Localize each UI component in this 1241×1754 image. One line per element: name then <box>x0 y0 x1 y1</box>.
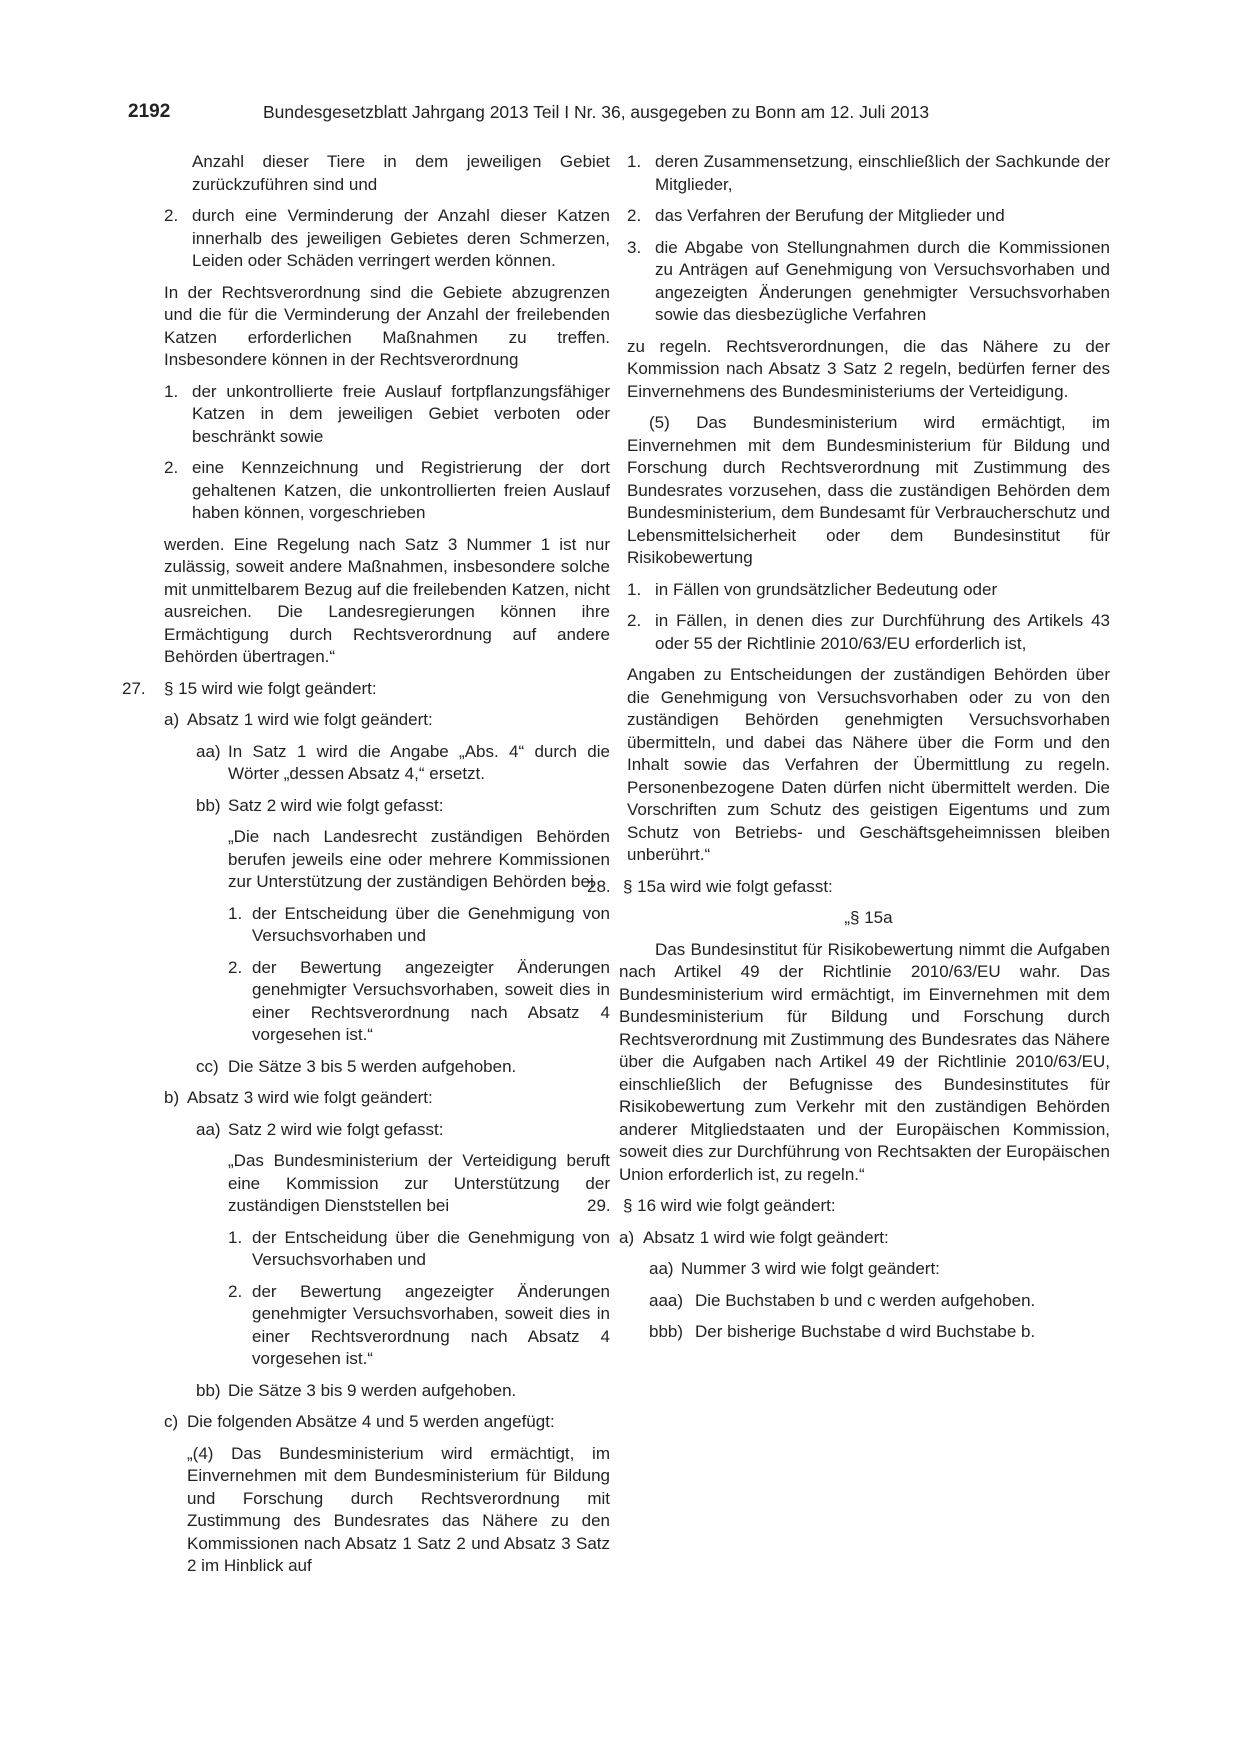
sub-item: aaa) Die Buchstaben b und c werden aufgehoben. <box>649 1290 1036 1310</box>
paragraph: Anzahl dieser Tiere in dem jeweiligen Gebiet zurückzuführen sind und <box>192 152 610 194</box>
list-item: 1. der Entscheidung über die Genehmigung von Versuchsvorhaben und <box>228 903 610 945</box>
sub-item: bb) Satz 2 wird wie folgt gefasst: <box>196 795 444 815</box>
sub-item: cc) Die Sätze 3 bis 5 werden aufgehoben. <box>196 1056 517 1076</box>
list-item: 2. in Fällen, in denen dies zur Durchführung des Artikels 43 oder 55 der Richtlinie 2010/63/EU erforderlich ist, <box>627 611 1110 653</box>
sub-item: bb) Die Sätze 3 bis 9 werden aufgehoben. <box>196 1380 517 1400</box>
sub-item: a) Absatz 1 wird wie folgt geändert: <box>164 710 433 729</box>
list-item: 2. das Verfahren der Berufung der Mitglieder und <box>627 206 1005 225</box>
list-item: 2. durch eine Verminderung der Anzahl dieser Katzen innerhalb des jeweiligen Gebietes deren Schmerzen, Leiden oder Schäden verringert werden können. <box>164 206 610 270</box>
sub-item: aa) Nummer 3 wird wie folgt geändert: <box>649 1259 940 1278</box>
sub-item: b) Absatz 3 wird wie folgt geändert: <box>164 1088 433 1107</box>
paragraph: Angaben zu Entscheidungen der zuständigen Behörden über die Genehmigung von Versuchsvorhaben oder zu von den zuständigen Behörden genehmigten Versuchsvorhaben übermitteln, und dabei das Nähere über die Form und den Inhalt sowie das Verfahren der Übermittlung zu regeln. Personenbezogene Daten dürfen nicht übermittelt werden. Die Vorschriften zum Schutz des geistigen Eigentums und zum Schutz von Betriebs- und Geschäftsgeheimnissen bleiben unberührt.“ <box>627 665 1110 864</box>
quote-paragraph: „Die nach Landesrecht zuständigen Behörden berufen jeweils eine oder mehrere Kommissionen zur Unterstützung der zuständigen Behörden bei <box>228 827 610 891</box>
section-heading: „§ 15a <box>844 908 893 927</box>
left-column <box>122 151 610 1587</box>
sub-item: a) Absatz 1 wird wie folgt geändert: <box>619 1227 889 1247</box>
paragraph: zu regeln. Rechtsverordnungen, die das Nähere zu der Kommission nach Absatz 3 Satz 2 regeln, bedürfen ferner des Einvernehmens des Bundesministeriums der Verteidigung. <box>627 336 1110 401</box>
list-item: 1. der unkontrollierte freie Auslauf fortpflanzungsfähiger Katzen in dem jeweiligen Gebiet verboten oder beschränkt sowie <box>164 381 610 446</box>
list-item: 2. der Bewertung angezeigter Änderungen genehmigter Versuchsvorhaben, soweit dies in einer Rechtsverordnung nach Absatz 4 vorgesehen ist.“ <box>228 957 610 1044</box>
amendment-item: 28. § 15a wird wie folgt gefasst: <box>587 876 833 896</box>
paragraph: In der Rechtsverordnung sind die Gebiete abzugrenzen und die für die Verminderung der Anzahl der freilebenden Katzen erforderlichen Maßnahmen zu treffen. Insbesondere können in der Rechtsverordnung <box>164 282 610 369</box>
paragraph: werden. Eine Regelung nach Satz 3 Nummer 1 ist nur zulässig, soweit andere Maßnahmen, insbesondere solche mit unmittelbarem Bezug auf die freilebenden Katzen, nicht ausreichen. Die Landesregierungen können ihre Ermächtigung durch Rechtsverordnung auf andere Behörden übertragen.“ <box>164 534 610 666</box>
list-item: 1. in Fällen von grundsätzlicher Bedeutung oder <box>627 579 998 599</box>
sub-item: aa) In Satz 1 wird die Angabe „Abs. 4“ durch die Wörter „dessen Absatz 4,“ ersetzt. <box>196 741 610 783</box>
gazette-header: Bundesgesetzblatt Jahrgang 2013 Teil I Nr. 36, ausgegeben zu Bonn am 12. Juli 2013 <box>263 102 930 122</box>
amendment-item: 29. § 16 wird wie folgt geändert: <box>587 1196 836 1215</box>
list-item: 3. die Abgabe von Stellungnahmen durch die Kommissionen zu Anträgen auf Genehmigung von Versuchsvorhaben und angezeigten Änderungen genehmigter Versuchsvorhaben sowie das diesbezügliche Verfahren <box>627 237 1110 324</box>
sub-item: aa) Satz 2 wird wie folgt gefasst: <box>196 1119 444 1139</box>
amendment-item: 27. § 15 wird wie folgt geändert: <box>122 678 377 698</box>
right-column <box>587 151 1110 1353</box>
quote-paragraph: „(4) Das Bundesministerium wird ermächtigt, im Einvernehmen mit dem Bundesministerium für Bildung und Forschung durch Rechtsverordnung mit Zustimmung des Bundesrates das Nähere zu den Kommissionen nach Absatz 1 Satz 2 und Absatz 3 Satz 2 im Hinblick auf <box>187 1443 610 1575</box>
page-number: 2192 <box>128 101 171 122</box>
list-item: 2. der Bewertung angezeigter Änderungen genehmigter Versuchsvorhaben, soweit dies in einer Rechtsverordnung nach Absatz 4 vorgesehen ist.“ <box>228 1281 610 1368</box>
quote-paragraph: „Das Bundesministerium der Verteidigung beruft eine Kommission zur Unterstützung der zuständigen Dienststellen bei <box>228 1151 610 1215</box>
list-item: 1. deren Zusammensetzung, einschließlich der Sachkunde der Mitglieder, <box>627 152 1110 194</box>
paragraph: Das Bundesinstitut für Risikobewertung nimmt die Aufgaben nach Artikel 49 der Richtlinie 2010/63/EU wahr. Das Bundesministerium wird ermächtigt, im Einvernehmen mit dem Bundesministerium für Bildung und Forschung durch Rechtsverordnung mit Zustimmung des Bundesrates das Nähere über die Aufgaben nach Artikel 49 der Richtlinie 2010/63/EU, einschließlich der Befugnisse des Bundesinstitutes für Risikobewertung zum Verkehr mit den zuständigen Behörden anderer Mitgliedstaaten und der Europäischen Kommission, soweit dies zur Durchführung von Rechtsakten der Europäischen Union erforderlich ist, zu regeln.“ <box>619 939 1110 1184</box>
list-item: 1. der Entscheidung über die Genehmigung von Versuchsvorhaben und <box>228 1227 610 1269</box>
sub-item: c) Die folgenden Absätze 4 und 5 werden angefügt: <box>164 1412 555 1431</box>
sub-item: bbb) Der bisherige Buchstabe d wird Buchstabe b. <box>649 1322 1036 1341</box>
paragraph: (5) Das Bundesministerium wird ermächtigt, im Einvernehmen mit dem Bundesministerium für Bildung und Forschung durch Rechtsverordnung mit Zustimmung des Bundesrates vorzusehen, dass die zuständigen Behörden dem Bundesministerium, dem Bundesamt für Verbraucherschutz und Lebensmittelsicherheit oder dem Bundesinstitut für Risikobewertung <box>627 413 1110 567</box>
list-item: 2. eine Kennzeichnung und Registrierung der dort gehaltenen Katzen, die unkontrollierten freien Auslauf haben können, vorgeschrieben <box>164 458 610 522</box>
